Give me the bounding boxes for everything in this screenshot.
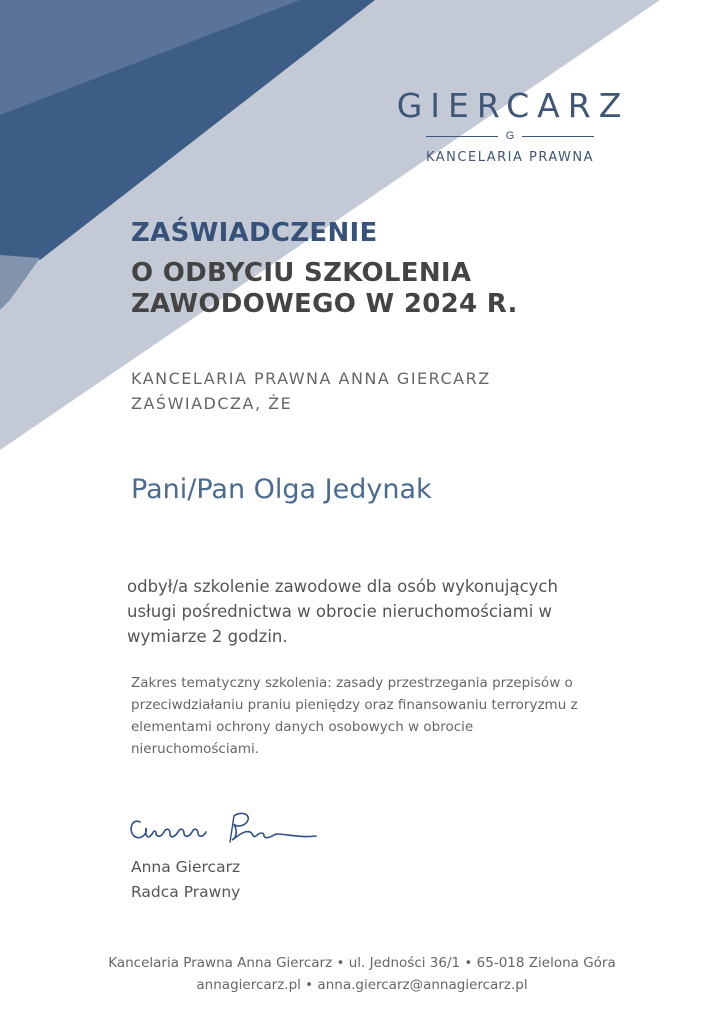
scope-line-4: nieruchomościami. (131, 741, 260, 757)
issuer-statement (131, 366, 491, 416)
certificate-title: ZAŚWIADCZENIE (131, 218, 378, 248)
brand-monogram: G (505, 130, 515, 142)
footer-contact: annagiercarz.pl • anna.giercarz@annagiercarz.pl (196, 977, 528, 993)
brand-name: GIERCARZ (396, 86, 630, 125)
divider-line-right (522, 136, 594, 137)
divider-line-left (426, 136, 498, 137)
signer-block (131, 855, 240, 905)
certificate-subtitle (131, 258, 651, 320)
brand-subtitle: KANCELARIA PRAWNA (425, 150, 595, 165)
signer-role: Radca Prawny (131, 883, 241, 901)
body-line-1: odbył/a szkolenie zawodowe dla osób wykonujących (127, 577, 558, 596)
scope-line-1: Zakres tematyczny szkolenia: zasady przestrzegania przepisów o (131, 675, 573, 691)
brand-logo (380, 88, 640, 165)
scope-line-2: przeciwdziałaniu praniu pieniędzy oraz finansowaniu terroryzmu z (131, 697, 578, 713)
subtitle-line-1: O ODBYCIU SZKOLENIA (131, 258, 472, 288)
handwritten-signature (126, 808, 326, 852)
certificate-body (127, 574, 597, 649)
recipient-name: Pani/Pan Olga Jedynak (131, 474, 432, 505)
body-line-2: usługi pośrednictwa w obrocie nieruchomościami w (127, 602, 553, 621)
footer (0, 952, 724, 996)
issuer-line-2: ZAŚWIADCZA, ŻE (131, 394, 293, 413)
issuer-line-1: KANCELARIA PRAWNA ANNA GIERCARZ (131, 369, 491, 388)
footer-address: Kancelaria Prawna Anna Giercarz • ul. Jedności 36/1 • 65-018 Zielona Góra (108, 955, 616, 971)
training-scope (131, 672, 601, 760)
subtitle-line-2: ZAWODOWEGO W 2024 R. (131, 289, 518, 319)
brand-divider (380, 130, 640, 142)
body-line-3: wymiarze 2 godzin. (127, 627, 288, 646)
signer-name: Anna Giercarz (131, 858, 241, 876)
scope-line-3: elementami ochrony danych osobowych w obrocie (131, 719, 474, 735)
